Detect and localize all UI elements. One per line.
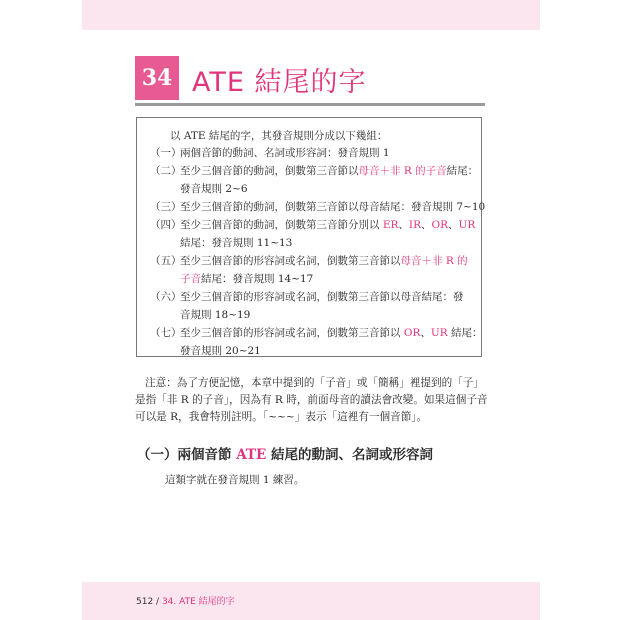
rule-text-line	[180, 200, 485, 214]
footer-separator: /	[153, 597, 162, 607]
rule-text-segment: 至少三個音節的形容詞或名詞，倒數第三音節以	[180, 327, 404, 339]
section-body: 這類字就在發音規則 1 練習。	[165, 474, 305, 486]
rule-number: （二）	[150, 165, 182, 177]
rule-number: （六）	[150, 291, 182, 303]
rule-text-line	[180, 308, 250, 322]
chapter-title: ATE 結尾的字	[192, 67, 367, 98]
rule-text-line	[180, 326, 482, 340]
rule-text-segment: OR	[403, 327, 421, 339]
rule-number: （一）	[150, 147, 182, 159]
rule-text-segment: 母音＋非 R 的	[400, 255, 468, 267]
rule-text-line	[180, 344, 261, 358]
rule-text-segment: 發音規則 2~6	[180, 183, 248, 195]
rule-text-segment: UR	[430, 327, 448, 339]
chapter-number-badge: 34	[135, 56, 179, 100]
rule-text-segment: 母音＋非 R 的子音	[358, 165, 447, 177]
rule-text-segment: 至少三個音節的動詞，倒數第三音節以母音結尾：發音規則 7~10	[180, 201, 486, 213]
rule-text-segment: 至少三個音節的形容詞或名詞，倒數第三音節以	[180, 255, 401, 267]
note-line: 是指「非 R 的子音」，因為有 R 時，前面母音的讀法會改變。如果這個子音	[135, 394, 488, 406]
title-divider	[135, 103, 485, 106]
rule-number: （四）	[150, 219, 182, 231]
rule-text-segment: 結尾：	[446, 165, 479, 177]
section-heading	[137, 443, 433, 463]
rule-text-segment: 至少三個音節的形容詞或名詞，倒數第三音節以母音結尾：發	[180, 291, 464, 303]
note-line: 注意：為了方便記憶，本章中提到的「子音」或「簡稱」裡提到的「子」	[145, 377, 484, 389]
page-number: 512	[136, 597, 154, 607]
rule-text-segment: OR	[431, 219, 448, 231]
rule-text-segment: UR	[458, 219, 476, 231]
rule-text-segment: 發音規則 20~21	[180, 345, 261, 357]
summary-intro: 以 ATE 結尾的字，其發音規則分成以下幾組：	[170, 130, 388, 142]
rule-text-segment: 、	[448, 219, 459, 231]
rule-text-segment: 結尾：	[447, 327, 483, 339]
section-heading-highlight: ATE	[236, 447, 267, 463]
rule-text-segment: 至少三個音節的動詞，倒數第三音節以	[180, 165, 359, 177]
rule-number: （五）	[150, 255, 182, 267]
page-footer	[136, 594, 235, 607]
rule-text-segment: IR	[408, 219, 421, 231]
rule-text-line	[180, 164, 478, 178]
rule-text-segment: 兩個音節的動詞、名詞或形容詞：發音規則 1	[180, 147, 390, 159]
rule-text-segment: 、	[420, 219, 432, 231]
rule-text-segment: 結尾：發音規則 14~17	[201, 273, 314, 285]
rule-text-segment: 結尾：發音規則 11~13	[180, 237, 293, 249]
footer-chapter-ref: 34. ATE 結尾的字	[161, 597, 235, 607]
rule-number: （三）	[150, 201, 182, 213]
rule-text-line	[180, 146, 390, 160]
rule-text-line	[180, 254, 468, 268]
section-heading-prefix: （一）兩個音節	[137, 447, 237, 463]
rule-text-line	[180, 218, 475, 232]
note-line: 可以是 R，我會特別註明。「~~~」表示「這裡有一個音節」。	[135, 411, 428, 423]
rule-text-segment: 、	[420, 327, 431, 339]
rule-text-segment: 子音	[180, 273, 201, 285]
rule-text-segment: ER	[382, 219, 399, 231]
rule-text-line	[180, 182, 248, 196]
rule-text-segment: 、	[398, 219, 409, 231]
rule-number: （七）	[150, 327, 182, 339]
rule-text-line	[180, 236, 292, 250]
section-heading-suffix: 結尾的動詞、名詞或形容詞	[266, 447, 433, 463]
rule-text-segment: 音規則 18~19	[180, 309, 251, 321]
rule-text-segment: 至少三個音節的動詞，倒數第三音節分別以	[180, 219, 383, 231]
top-band	[82, 0, 540, 30]
rule-text-line	[180, 290, 464, 304]
rule-text-line	[180, 272, 313, 286]
